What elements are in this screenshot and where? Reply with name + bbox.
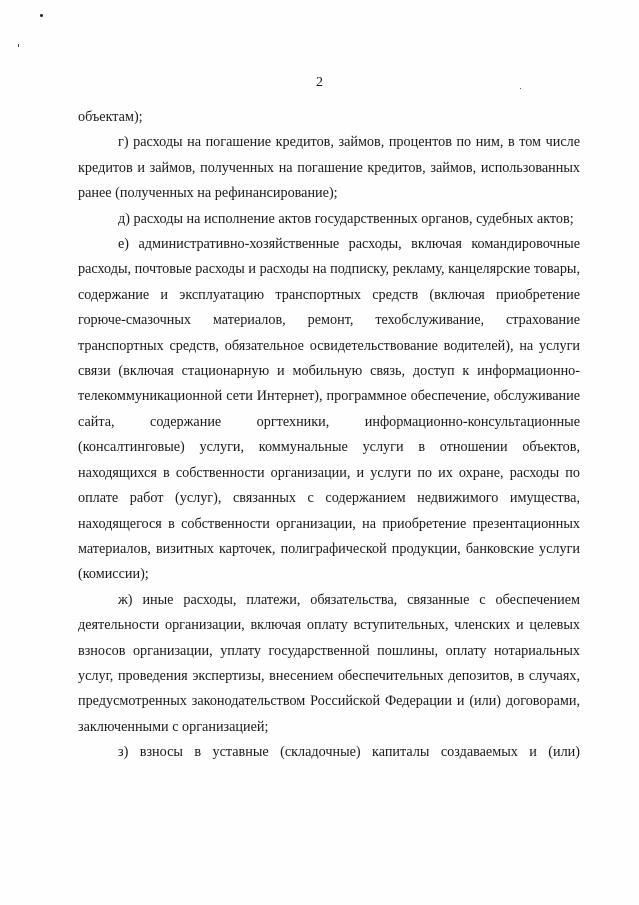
scan-speck [40, 14, 43, 17]
paragraph-item-e: е) административно-хозяйственные расходы, включая командировочные расходы, почтовые расходы и расходы на подписку, рекламу, канцелярские товары, содержание и эксплуатацию транспортных средств (включая приобретение горюче-смазочных материалов, ремонт, техобслуживание, страхование транспортных средств, обязательное освидетельствование водителей), на услуги связи (включая стационарную и мобильную связь, доступ к информационно-телекоммуникационной сети Интернет), программное обеспечение, обслуживание сайта, содержание оргтехники, информационно-консультационные (консалтинговые) услуги, коммунальные услуги в отношении объектов, находящихся в собственности организации, и услуги по их охране, расходы по оплате работ (услуг), связанных с содержанием недвижимого имущества, находящегося в собственности организации, на приобретение презентационных материалов, визитных карточек, полиграфической продукции, банковские услуги (комиссии); [78, 236, 580, 583]
document-body [78, 105, 580, 766]
paragraph-item-d: д) расходы на исполнение актов государственных органов, судебных актов; [118, 210, 574, 227]
paragraph-item-g: г) расходы на погашение кредитов, займов, процентов по ним, в том числе кредитов и займов, полученных на погашение кредитов, займов, использованных ранее (полученных на рефинансирование); [78, 134, 580, 202]
paragraph-continuation: объектам); [78, 109, 143, 125]
paragraph-item-z: з) взносы в уставные (складочные) капиталы создаваемых и (или) [118, 744, 580, 761]
paragraph-item-zh: ж) иные расходы, платежи, обязательства, связанные с обеспечением деятельности организации, включая оплату вступительных, членских и целевых взносов организации, уплату государственной пошлины, оплату нотариальных услуг, проведения экспертизы, внесением обеспечительных депозитов, в случаях, предусмотренных законодательством Российской Федерации и (или) договорами, заключенными с организацией; [78, 591, 580, 735]
page-number: 2 [316, 75, 323, 90]
scan-edge-mark [18, 44, 19, 47]
